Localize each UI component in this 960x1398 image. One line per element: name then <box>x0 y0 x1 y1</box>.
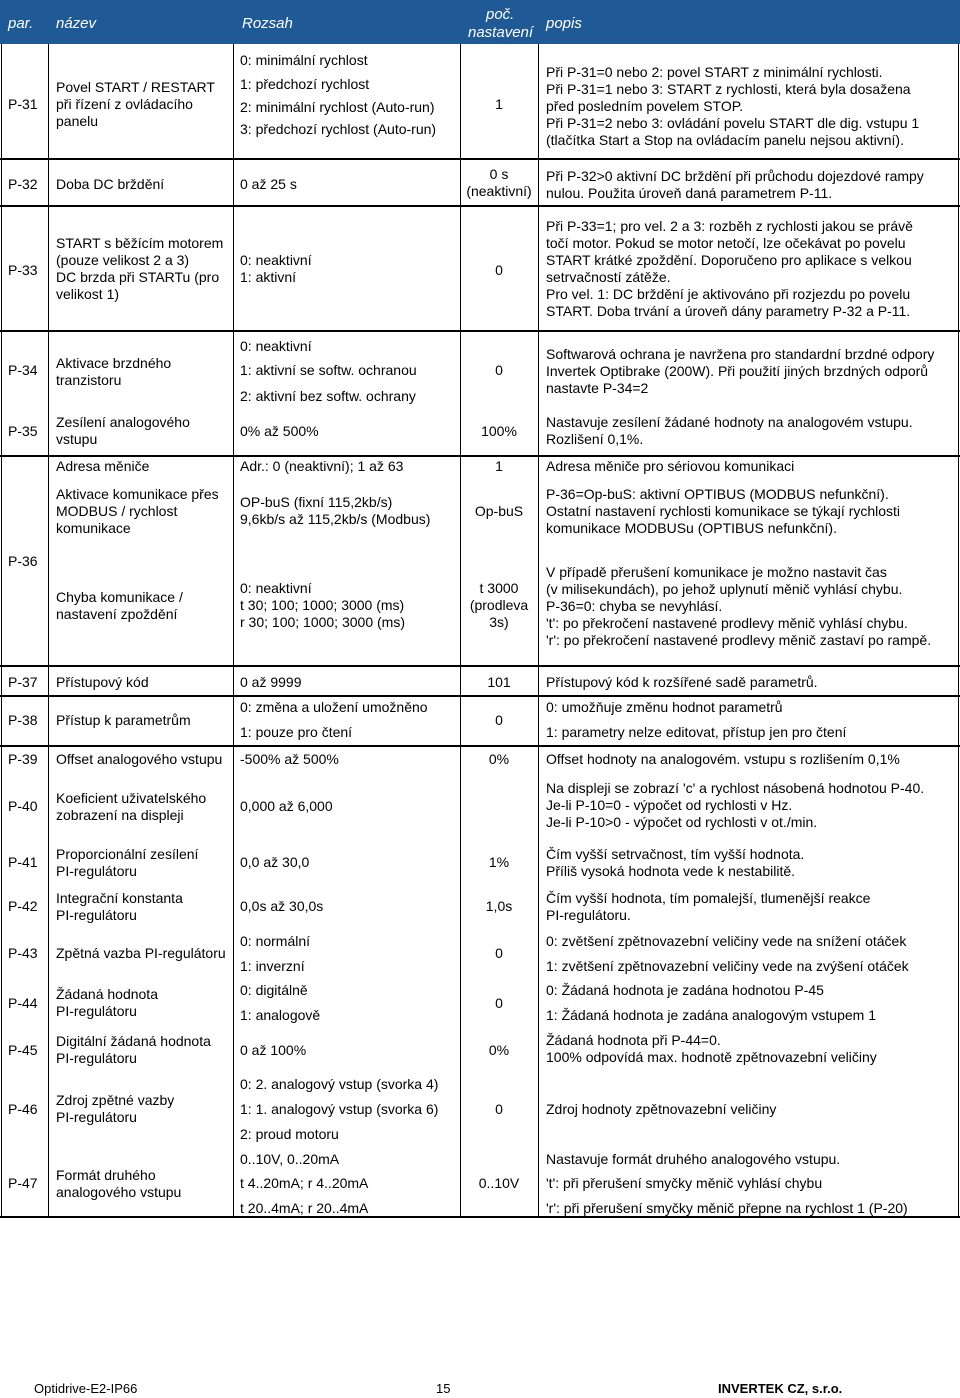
param-default: 0 <box>495 1101 503 1117</box>
param-id: P-37 <box>8 674 38 690</box>
param-id: P-44 <box>8 995 38 1011</box>
param-name: Zpětná vazba PI-regulátoru <box>56 945 226 961</box>
param-range-line: 0: neaktivní <box>240 338 312 354</box>
param-name-line: Proporcionální zesílení <box>56 846 199 862</box>
param-desc-line: Pro vel. 1: DC brždění je aktivováno při rozjezdu po povelu <box>546 286 911 302</box>
param-name-line: PI-regulátoru <box>56 1003 137 1019</box>
param-name-line: analogového vstupu <box>56 1184 182 1200</box>
param-default: 1 <box>495 96 503 112</box>
param-default: 0 <box>495 945 503 961</box>
param-default: 0% <box>488 751 510 767</box>
param-desc-line: 0: Žádaná hodnota je zadána hodnotou P-45 <box>546 982 824 998</box>
param-range-line: 0: minimální rychlost <box>240 52 368 68</box>
param-id: P-39 <box>8 751 38 767</box>
param-desc-line: Softwarová ochrana je navržena pro standardní brzdné odpory <box>546 346 935 362</box>
param-id: P-43 <box>8 945 38 961</box>
param-range-line: 0: normální <box>240 933 311 949</box>
param-desc-line: Je-li P-10>0 - výpočet od rychlosti v ot./min. <box>546 814 818 830</box>
param-range-line: 9,6kb/s až 115,2kb/s (Modbus) <box>240 511 431 527</box>
param-default: 101 <box>487 674 511 690</box>
param-range-line: t 4..20mA; r 4..20mA <box>240 1175 369 1191</box>
param-range: 0 až 100% <box>240 1042 307 1058</box>
param-default-line: t 3000 <box>479 580 519 596</box>
param-range-line: 0: neaktivní <box>240 580 312 596</box>
param-range-line: r 30; 100; 1000; 3000 (ms) <box>240 614 405 630</box>
param-name: Přístup k parametrům <box>56 712 191 728</box>
param-range: 0,000 až 6,000 <box>240 798 333 814</box>
param-desc-line: točí motor. Pokud se motor netočí, lze očekávat po povelu <box>546 235 906 251</box>
param-name-line: komunikace <box>56 520 131 536</box>
param-default-line: (neaktivní) <box>466 183 532 199</box>
param-desc-line: Ostatní nastavení rychlosti komunikace se týkají rychlosti <box>546 503 901 519</box>
param-id: P-35 <box>8 423 38 439</box>
param-desc-line: P-36=Op-buS: aktivní OPTIBUS (MODBUS nefunkční). <box>546 486 889 502</box>
param-name-line: velikost 1) <box>56 286 120 302</box>
param-id: P-47 <box>8 1175 38 1191</box>
param-desc-line: Při P-31=0 nebo 2: povel START z minimální rychlosti. <box>546 64 883 80</box>
param-desc-line: Rozlišení 0,1%. <box>546 431 644 447</box>
param-range: 0 až 25 s <box>240 176 297 192</box>
param-desc: Přístupový kód k rozšířené sadě parametrů. <box>546 674 818 690</box>
param-default-line: 3s) <box>489 614 509 630</box>
header-range: Rozsah <box>242 15 293 32</box>
param-id: P-33 <box>8 262 38 278</box>
param-id: P-41 <box>8 854 38 870</box>
param-desc-line: Čím vyšší setrvačnost, tím vyšší hodnota. <box>546 846 805 862</box>
param-name-line: Žádaná hodnota <box>56 986 158 1002</box>
param-desc-line: Nastavuje formát druhého analogového vstupu. <box>546 1151 841 1167</box>
param-name-line: při řízení z ovládacího <box>56 96 193 112</box>
param-desc-line: 0: zvětšení zpětnovazební veličiny vede na snížení otáček <box>546 933 907 949</box>
param-desc-line: V případě přerušení komunikace je možno nastavit čas <box>546 564 887 580</box>
param-desc-line: před posledním povelem STOP. <box>546 98 744 114</box>
header-default-line1: poč. <box>486 6 515 23</box>
param-desc-line: setrvačností zátěže. <box>546 269 671 285</box>
param-desc-line: START. Doba trvání a úroveň dány parametry P-32 a P-11. <box>546 303 911 319</box>
param-desc-line: (v milisekundách), po jehož uplynutí měnič vyhlásí chybu. <box>546 581 903 597</box>
param-desc-line: komunikace MODBUSu (OPTIBUS nefunkční). <box>546 520 837 536</box>
param-range-line: 0: změna a uložení umožněno <box>240 699 428 715</box>
param-desc-line: START krátké zpoždění. Doporučeno pro aplikace s velkou <box>546 252 912 268</box>
param-desc-line: 'r': při přerušení smyčky měnič přepne na rychlost 1 (P-20) <box>546 1200 908 1216</box>
param-range-line: 1: pouze pro čtení <box>240 724 353 740</box>
param-name: Přístupový kód <box>56 674 149 690</box>
header-param: par. <box>8 15 34 32</box>
param-desc-line: Je-li P-10=0 - výpočet od rychlosti v Hz. <box>546 797 793 813</box>
param-range: 0% až 500% <box>240 423 319 439</box>
header-desc: popis <box>546 15 582 32</box>
param-desc-line: Příliš vysoká hodnota vede k nestabilitě. <box>546 863 796 879</box>
param-name-line: vstupu <box>56 431 98 447</box>
param-default: 1 <box>495 458 503 474</box>
param-name-line: Aktivace brzdného <box>56 355 172 371</box>
param-range-line: t 20..4mA; r 20..4mA <box>240 1200 369 1216</box>
param-range-line: 2: minimální rychlost (Auto-run) <box>240 99 435 115</box>
param-desc-line: Při P-32>0 aktivní DC brždění při průchodu dojezdové rampy <box>546 168 924 184</box>
param-desc: Zdroj hodnoty zpětnovazební veličiny <box>546 1101 777 1117</box>
param-desc-line: Invertek Optibrake (200W). Při použití jiných brzdných odporů <box>546 363 929 379</box>
param-desc-line: (tlačítka Start a Stop na ovládacím panelu nejsou aktivní). <box>546 132 904 148</box>
param-default-line: 0 s <box>489 166 509 182</box>
param-range-line: 0: neaktivní <box>240 252 312 268</box>
param-range-line: 1: inverzní <box>240 958 305 974</box>
param-default: 0 <box>495 712 503 728</box>
param-name-line: nastavení zpoždění <box>56 606 178 622</box>
param-desc-line: Při P-31=2 nebo 3: ovládání povelu START dle dig. vstupu 1 <box>546 115 920 131</box>
param-name-line: PI-regulátoru <box>56 907 137 923</box>
param-range-line: 0: digitálně <box>240 982 308 998</box>
footer-doc-name: Optidrive-E2-IP66 <box>34 1381 138 1396</box>
param-range-line: 3: předchozí rychlost (Auto-run) <box>240 121 437 137</box>
param-range: 0,0s až 30,0s <box>240 898 324 914</box>
footer-page-number: 15 <box>436 1381 451 1396</box>
param-name-line: PI-regulátoru <box>56 1109 137 1125</box>
param-name-line: Koeficient uživatelského <box>56 790 207 806</box>
param-range-line: 2: proud motoru <box>240 1126 339 1142</box>
param-desc-line: 1: parametry nelze editovat, přístup jen pro čtení <box>546 724 847 740</box>
param-name-line: Chyba komunikace / <box>56 589 183 605</box>
param-default: 0 <box>495 995 503 1011</box>
param-default: 1,0s <box>485 898 513 914</box>
table-header <box>0 0 960 44</box>
param-default: 0 <box>495 262 503 278</box>
param-desc-line: 'r': po překročení nastavené prodlevy měnič zastaví po rampě. <box>546 632 932 648</box>
footer-company: INVERTEK CZ, s.r.o. <box>718 1381 843 1396</box>
param-id: P-38 <box>8 712 38 728</box>
param-id: P-45 <box>8 1042 38 1058</box>
param-desc-line: 't': po překročení nastavené prodlevy měnič vyhlásí chybu. <box>546 615 908 631</box>
param-id: P-31 <box>8 96 38 112</box>
param-default: 0..10V <box>478 1175 520 1191</box>
param-range-line: 0: 2. analogový vstup (svorka 4) <box>240 1076 439 1092</box>
param-desc-line: Nastavuje zesílení žádané hodnoty na analogovém vstupu. <box>546 414 913 430</box>
param-name-line: Povel START / RESTART <box>56 79 215 95</box>
param-range-line: OP-buS (fixní 115,2kb/s) <box>240 494 393 510</box>
param-desc-line: 1: zvětšení zpětnovazební veličiny vede na zvýšení otáček <box>546 958 909 974</box>
param-desc-line: nastavte P-34=2 <box>546 380 649 396</box>
param-range: -500% až 500% <box>240 751 339 767</box>
param-name-line: PI-regulátoru <box>56 863 137 879</box>
param-default: Op-buS <box>474 503 524 519</box>
param-name-line: DC brzda při STARTu (pro <box>56 269 220 285</box>
param-desc-line: PI-regulátoru. <box>546 907 631 923</box>
param-id: P-34 <box>8 362 38 378</box>
param-desc-line: Žádaná hodnota při P-44=0. <box>546 1032 721 1048</box>
param-desc-line: Při P-33=1; pro vel. 2 a 3: rozběh z rychlosti jakou se právě <box>546 218 913 234</box>
param-default: 100% <box>481 423 517 439</box>
param-name: Adresa měniče <box>56 458 150 474</box>
param-name-line: PI-regulátoru <box>56 1050 137 1066</box>
param-range: Adr.: 0 (neaktivní); 1 až 63 <box>240 458 404 474</box>
param-range-line: 1: předchozí rychlost <box>240 76 370 92</box>
param-name-line: Zdroj zpětné vazby <box>56 1092 175 1108</box>
param-name-line: panelu <box>56 113 99 129</box>
param-name-line: Digitální žádaná hodnota <box>56 1033 211 1049</box>
param-default: 1% <box>488 854 510 870</box>
param-id: P-36 <box>8 553 38 569</box>
param-desc-line: P-36=0: chyba se nevyhlásí. <box>546 598 723 614</box>
param-desc-line: 0: umožňuje změnu hodnot parametrů <box>546 699 783 715</box>
param-name-line: zobrazení na displeji <box>56 807 184 823</box>
param-name-line: Integrační konstanta <box>56 890 183 906</box>
param-desc: Adresa měniče pro sériovou komunikaci <box>546 458 795 474</box>
param-desc-line: Při P-31=1 nebo 3: START z rychlosti, která byla dosažena <box>546 81 911 97</box>
param-default: 0% <box>488 1042 510 1058</box>
param-name-line: (pouze velikost 2 a 3) <box>56 252 190 268</box>
param-range-line: 2: aktivní bez softw. ochrany <box>240 388 416 404</box>
param-desc: Offset hodnoty na analogovém. vstupu s rozlišením 0,1% <box>546 751 900 767</box>
param-default: 0 <box>495 362 503 378</box>
param-range-line: 1: analogově <box>240 1007 321 1023</box>
param-id: P-46 <box>8 1101 38 1117</box>
param-range-line: 1: aktivní se softw. ochranou <box>240 362 417 378</box>
param-name: Offset analogového vstupu <box>56 751 223 767</box>
param-range: 0,0 až 30,0 <box>240 854 310 870</box>
param-name-line: START s běžícím motorem <box>56 235 224 251</box>
param-name-line: Formát druhého <box>56 1167 156 1183</box>
param-default-line: (prodleva <box>469 597 529 613</box>
param-desc-line: Čím vyšší hodnota, tím pomalejší, tlumenější reakce <box>546 890 871 906</box>
param-range-line: 1: 1. analogový vstup (svorka 6) <box>240 1101 439 1117</box>
param-range: 0 až 9999 <box>240 674 302 690</box>
header-name: název <box>56 15 97 32</box>
param-name-line: MODBUS / rychlost <box>56 503 178 519</box>
param-range-line: 0..10V, 0..20mA <box>240 1151 340 1167</box>
param-name-line: tranzistoru <box>56 372 122 388</box>
param-name: Doba DC brždění <box>56 176 165 192</box>
param-desc-line: Na displeji se zobrazí 'c' a rychlost násobená hodnotou P-40. <box>546 780 925 796</box>
param-desc-line: 't': při přerušení smyčky měnič vyhlásí chybu <box>546 1175 823 1191</box>
param-range-line: 1: aktivní <box>240 269 297 285</box>
param-id: P-32 <box>8 176 38 192</box>
param-id: P-40 <box>8 798 38 814</box>
param-desc-line: 1: Žádaná hodnota je zadána analogovým vstupem 1 <box>546 1007 877 1023</box>
param-id: P-42 <box>8 898 38 914</box>
param-desc-line: nulou. Použita úroveň daná parametrem P-11. <box>546 185 833 201</box>
param-range-line: t 30; 100; 1000; 3000 (ms) <box>240 597 405 613</box>
param-name-line: Zesílení analogového <box>56 414 190 430</box>
param-desc-line: 100% odpovídá max. hodnotě zpětnovazební veličiny <box>546 1049 877 1065</box>
header-default-line2: nastavení <box>468 24 534 41</box>
param-name-line: Aktivace komunikace přes <box>56 486 219 502</box>
